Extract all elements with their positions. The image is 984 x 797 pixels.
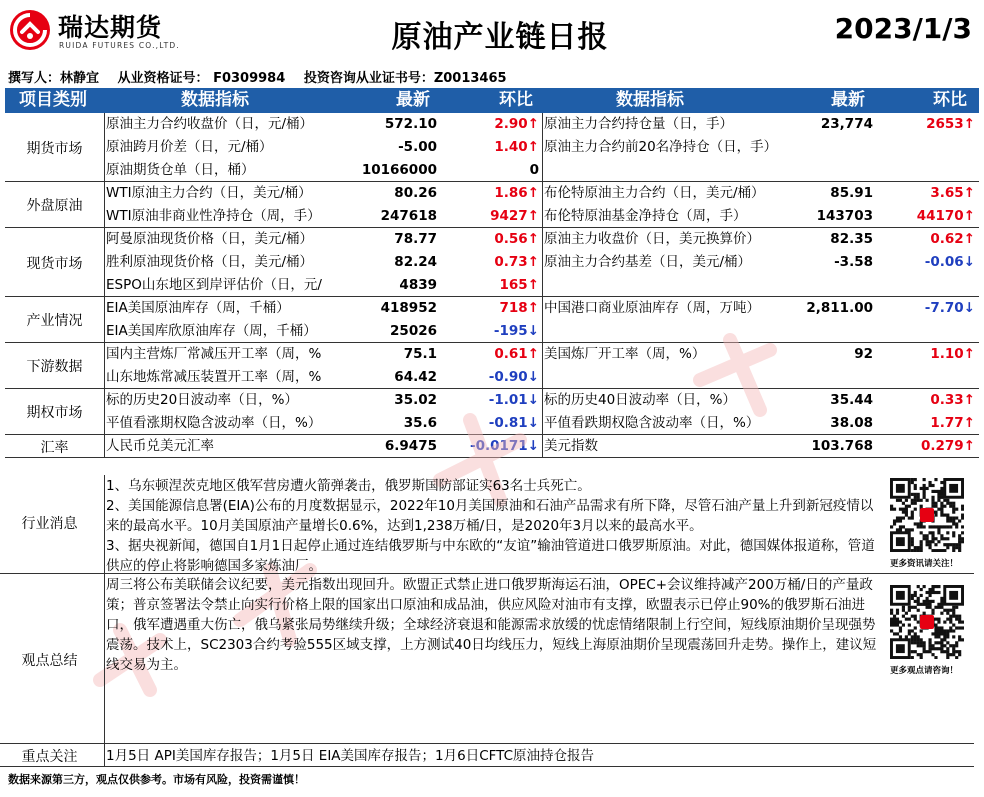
- column-divider: [542, 297, 543, 343]
- group-label: 期权市场: [26, 405, 83, 421]
- latest-value: 64.42: [394, 369, 437, 385]
- latest-value: 92: [854, 346, 873, 362]
- table-row: [5, 228, 979, 251]
- indicator-name: ESPO山东地区到岸评估价（日，元/: [106, 277, 322, 293]
- latest-value: 35.02: [394, 392, 437, 408]
- change-value: 9427↑: [490, 208, 539, 224]
- column-divider: [542, 182, 543, 228]
- viewpoint-label: 观点总结: [21, 653, 78, 669]
- table-row: [5, 159, 979, 182]
- table-row: [5, 389, 979, 412]
- indicator-name: 山东地炼常减压装置开工率（周，%: [106, 369, 322, 385]
- indicator-name: EIA美国原油库存（周，千桶）: [106, 300, 290, 316]
- indicator-name: 原油主力合约前20名净持仓（日，手）: [544, 139, 778, 155]
- change-value: [873, 274, 979, 297]
- col-latest-right: 最新: [831, 90, 865, 110]
- change-value: -195↓: [493, 323, 539, 339]
- latest-value: [785, 366, 873, 389]
- news-label: 行业消息: [21, 516, 78, 532]
- indicator-name: 布伦特原油主力合约（日，美元/桶）: [544, 185, 765, 201]
- indicator-name: 原油主力收盘价（日，美元换算价）: [544, 231, 760, 247]
- change-value: 0.279↑: [920, 438, 975, 454]
- ruida-logo-icon: [8, 8, 52, 52]
- qr-code-icon[interactable]: [890, 585, 964, 659]
- latest-value: 10166000: [361, 162, 437, 178]
- indicator-name: 美国炼厂开工率（周，%）: [544, 346, 706, 362]
- change-value: -0.81↓: [488, 415, 539, 431]
- table-group: [5, 435, 979, 458]
- table-group: [5, 113, 979, 182]
- change-value: 718↑: [499, 300, 539, 316]
- focus-text: 1月5日 API美国库存报告；1月5日 EIA美国库存报告；1月6日CFTC原油持仓报告: [106, 748, 595, 764]
- change-value: -0.90↓: [488, 369, 539, 385]
- col-latest-left: 最新: [396, 90, 430, 110]
- qualification-number: 从业资格证号： F0309984: [117, 71, 286, 86]
- indicator-name: WTI原油非商业性净持仓（周，手）: [106, 208, 321, 224]
- latest-value: 85.91: [830, 185, 873, 201]
- latest-value: 38.08: [830, 415, 873, 431]
- qr-code-icon[interactable]: [890, 478, 964, 552]
- column-divider: [104, 435, 105, 458]
- indicator-name: 胜利原油现货价格（日，美元/桶）: [106, 254, 314, 270]
- col-indicator-right: 数据指标: [616, 90, 684, 110]
- indicator-name: WTI原油主力合约（日，美元/桶）: [106, 185, 312, 201]
- indicator-name: 阿曼原油现货价格（日，美元/桶）: [106, 231, 314, 247]
- latest-value: [785, 136, 873, 159]
- column-divider: [104, 297, 105, 343]
- change-value: 3.65↑: [930, 185, 975, 201]
- latest-value: 78.77: [394, 231, 437, 247]
- change-value: [873, 320, 979, 343]
- table-row: [5, 274, 979, 297]
- indicator-name: 原油主力合约收盘价（日，元/桶）: [106, 116, 314, 132]
- column-divider: [104, 343, 105, 389]
- latest-value: 418952: [380, 300, 437, 316]
- news-item: 2、美国能源信息署(EIA)公布的月度数据显示，2022年10月美国原油和石油产品需求有所下降，尽管石油产量上升到新冠疫情以来的最高水平。10月美国原油产量增长0.6%，达到1,238万桶/日，是2020年3月以来的最高水平。: [106, 498, 874, 534]
- consulting-license: 投资咨询从业证书号：Z0013465: [303, 71, 507, 86]
- latest-value: 82.35: [830, 231, 873, 247]
- change-value: -0.0171↓: [469, 438, 539, 454]
- latest-value: 2,811.00: [806, 300, 873, 316]
- table-row: [5, 205, 979, 228]
- table-row: [5, 435, 979, 458]
- table-row: [5, 113, 979, 136]
- column-divider: [542, 113, 543, 182]
- latest-value: -5.00: [398, 139, 437, 155]
- news-list: [106, 476, 884, 576]
- latest-value: 6.9475: [384, 438, 437, 454]
- author-name: 撰写人：林静宜: [8, 71, 100, 86]
- column-divider: [542, 435, 543, 458]
- change-value: 0.73↑: [494, 254, 539, 270]
- section-divider: [104, 475, 105, 767]
- col-change-left: 环比: [499, 90, 533, 110]
- group-label: 外盘原油: [26, 198, 83, 214]
- latest-value: [785, 274, 873, 297]
- change-value: 0: [529, 162, 539, 178]
- latest-value: 103.768: [811, 438, 873, 454]
- latest-value: 25026: [390, 323, 437, 339]
- table-group: [5, 182, 979, 228]
- table-header: [5, 88, 979, 113]
- change-value: 1.77↑: [930, 415, 975, 431]
- change-value: 0.61↑: [494, 346, 539, 362]
- indicator-name: 标的历史20日波动率（日，%）: [106, 392, 299, 408]
- indicator-name: 国内主营炼厂常减压开工率（周，%: [106, 346, 322, 362]
- indicator-name: [542, 274, 812, 297]
- table-row: [5, 136, 979, 159]
- change-value: 2.90↑: [494, 116, 539, 132]
- change-value: [873, 366, 979, 389]
- news-item: 1、乌东顿涅茨克地区俄军营房遭火箭弹袭击，俄罗斯国防部证实63名士兵死亡。: [106, 478, 591, 494]
- change-value: -0.06↓: [924, 254, 975, 270]
- indicator-name: 中国港口商业原油库存（周，万吨）: [544, 300, 760, 316]
- column-divider: [104, 113, 105, 182]
- latest-value: 572.10: [384, 116, 437, 132]
- indicator-name: 原油跨月价差（日，元/桶）: [106, 139, 273, 155]
- change-value: [873, 136, 979, 159]
- report-title: 原油产业链日报: [391, 20, 609, 55]
- table-group: [5, 228, 979, 297]
- change-value: -1.01↓: [488, 392, 539, 408]
- group-label: 下游数据: [26, 359, 83, 375]
- group-label: 产业情况: [26, 313, 83, 329]
- latest-value: 82.24: [394, 254, 437, 270]
- indicator-name: 原油主力合约基差（日，美元/桶）: [544, 254, 752, 270]
- table-row: [5, 297, 979, 320]
- change-value: 44170↑: [916, 208, 975, 224]
- indicator-name: 标的历史40日波动率（日，%）: [544, 392, 737, 408]
- group-label: 汇率: [40, 439, 69, 456]
- table-group: [5, 297, 979, 343]
- indicator-name: [542, 320, 812, 343]
- change-value: 2653↑: [926, 116, 975, 132]
- viewpoint-text: 周三将公布美联储会议纪要，美元指数出现回升。欧盟正式禁止进口俄罗斯海运石油，OPEC+会议维持减产200万桶/日的产量政策；普京签署法令禁止向实行价格上限的国家出口原油和成品油，供应风险对油市有支撑，欧盟表示已停止90%的俄罗斯石油进口，俄军遭遇重大伤亡，俄乌紧张局势继续升级；全球经济衰退和能源需求放缓的忧虑情绪限制上行空间，短线原油期价呈现强势震荡。技术上，SC2303合约考验555区域支撑，上方测试40日均线压力，短线上海原油期价呈现震荡回升走势。操作上，建议短线交易为主。: [106, 577, 877, 673]
- table-row: [5, 412, 979, 435]
- change-value: -7.70↓: [924, 300, 975, 316]
- company-logo: [8, 6, 198, 58]
- indicator-name: EIA美国库欣原油库存（周，千桶）: [106, 323, 317, 339]
- qr-caption: 更多观点请咨询！: [890, 666, 959, 676]
- latest-value: 4839: [399, 277, 437, 293]
- indicator-name: 原油期货仓单（日，桶）: [106, 162, 255, 178]
- change-value: 0.33↑: [930, 392, 975, 408]
- col-category: 项目类别: [19, 90, 87, 110]
- table-row: [5, 182, 979, 205]
- change-value: 0.56↑: [494, 231, 539, 247]
- table-group: [5, 389, 979, 435]
- latest-value: 23,774: [820, 116, 873, 132]
- change-value: 1.86↑: [494, 185, 539, 201]
- group-label: 现货市场: [26, 255, 83, 272]
- latest-value: 247618: [380, 208, 437, 224]
- column-divider: [542, 228, 543, 297]
- column-divider: [542, 389, 543, 435]
- indicator-name: 美元指数: [544, 438, 598, 454]
- column-divider: [104, 228, 105, 297]
- latest-value: [785, 320, 873, 343]
- report-date: 2023/1/3: [834, 12, 972, 45]
- table-row: [5, 343, 979, 366]
- company-name-en: RUIDA FUTURES CO.,LTD.: [59, 41, 180, 50]
- latest-value: 35.6: [403, 415, 437, 431]
- table-row: [5, 366, 979, 389]
- change-value: 165↑: [499, 277, 539, 293]
- latest-value: 35.44: [830, 392, 873, 408]
- change-value: 0.62↑: [930, 231, 975, 247]
- indicator-name: [542, 159, 812, 182]
- col-change-right: 环比: [933, 90, 967, 110]
- indicator-name: 平值看跌期权隐含波动率（日，%）: [544, 415, 760, 431]
- col-indicator-left: 数据指标: [181, 90, 249, 110]
- column-divider: [104, 389, 105, 435]
- author-line: [8, 67, 521, 86]
- change-value: 1.10↑: [930, 346, 975, 362]
- column-divider: [542, 343, 543, 389]
- indicator-name: 人民币兑美元汇率: [106, 438, 214, 454]
- indicator-name: [542, 366, 812, 389]
- indicator-name: 原油主力合约持仓量（日，手）: [544, 116, 733, 132]
- table-row: [5, 320, 979, 343]
- disclaimer: 数据来源第三方，观点仅供参考。市场有风险，投资需谨慎！: [8, 773, 305, 786]
- latest-value: 75.1: [403, 346, 437, 362]
- change-value: 1.40↑: [494, 139, 539, 155]
- group-label: 期货市场: [26, 140, 83, 157]
- latest-value: -3.58: [834, 254, 873, 270]
- table-row: [5, 251, 979, 274]
- focus-label: 重点关注: [21, 749, 78, 765]
- indicator-name: 布伦特原油基金净持仓（周，手）: [544, 208, 747, 224]
- indicator-name: 平值看涨期权隐含波动率（日，%）: [106, 415, 322, 431]
- table-group: [5, 343, 979, 389]
- change-value: [873, 159, 979, 182]
- latest-value: 143703: [816, 208, 873, 224]
- report-header: [0, 0, 984, 64]
- latest-value: [785, 159, 873, 182]
- latest-value: 80.26: [394, 185, 437, 201]
- company-name-cn: 瑞达期货: [58, 13, 163, 42]
- qr-caption: 更多资讯请关注！: [890, 559, 959, 569]
- column-divider: [104, 182, 105, 228]
- news-item: 3、据央视新闻，德国自1月1日起停止通过连结俄罗斯与中东欧的“友谊”输油管道进口俄罗斯原油。对此，德国媒体报道称，管道供应的停止将影响德国多家炼油厂。: [106, 538, 875, 574]
